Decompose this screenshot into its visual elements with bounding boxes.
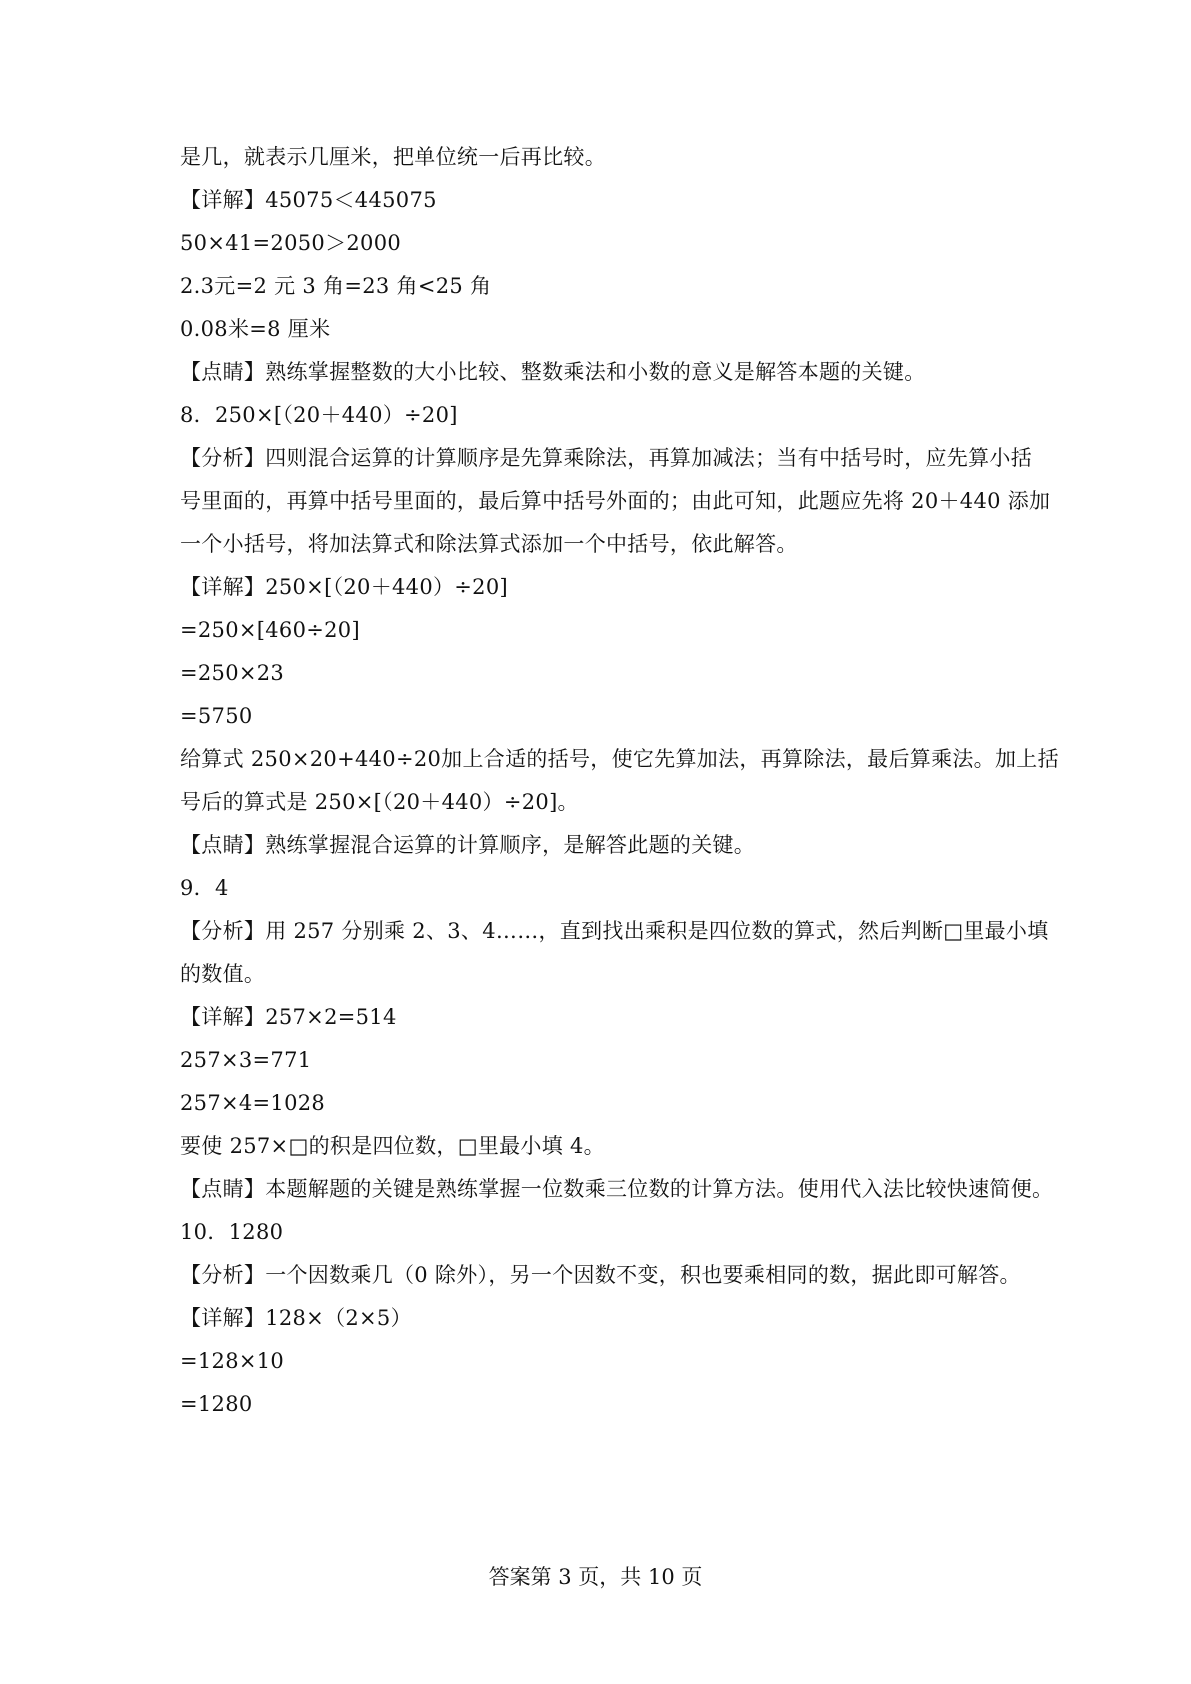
text-line: =250×23 — [180, 661, 285, 685]
text-line: 号里面的，再算中括号里面的，最后算中括号外面的；由此可知，此题应先将 20＋440 添加 — [180, 489, 1051, 513]
text-line: 257×3=771 — [180, 1048, 312, 1072]
text-line: 的数值。 — [180, 962, 266, 986]
text-line: 号后的算式是 250×[（20＋440）÷20]。 — [180, 790, 579, 814]
text-line: 【详解】45075＜445075 — [180, 188, 437, 212]
text-line: 一个小括号，将加法算式和除法算式添加一个中括号，依此解答。 — [180, 532, 798, 556]
text-line: 257×4=1028 — [180, 1091, 326, 1115]
text-line: 50×41=2050＞2000 — [180, 231, 402, 255]
text-line: 【点睛】本题解题的关键是熟练掌握一位数乘三位数的计算方法。使用代入法比较快速简便。 — [180, 1177, 1054, 1201]
text-line: =250×[460÷20] — [180, 618, 360, 642]
text-line: 是几，就表示几厘米，把单位统一后再比较。 — [180, 145, 606, 169]
question-answer: 9．4 — [180, 876, 229, 900]
text-line: 【分析】一个因数乘几（0 除外），另一个因数不变，积也要乘相同的数，据此即可解答。 — [180, 1263, 1021, 1287]
text-line: 【点睛】熟练掌握混合运算的计算顺序，是解答此题的关键。 — [180, 833, 756, 857]
text-line: 2.3元=2 元 3 角=23 角<25 角 — [180, 274, 492, 298]
text-line: 【点睛】熟练掌握整数的大小比较、整数乘法和小数的意义是解答本题的关键。 — [180, 360, 926, 384]
text-line: 【分析】四则混合运算的计算顺序是先算乘除法，再算加减法；当有中括号时，应先算小括 — [180, 446, 1032, 470]
page-footer: 答案第 3 页，共 10 页 — [488, 1565, 703, 1589]
text-line: 【详解】257×2=514 — [180, 1005, 397, 1029]
text-line: 给算式 250×20+440÷20加上合适的括号，使它先算加法，再算除法，最后算乘法。加上括 — [180, 747, 1059, 771]
text-line: =1280 — [180, 1392, 253, 1416]
text-line: 【详解】250×[（20＋440）÷20] — [180, 575, 508, 599]
question-answer: 10．1280 — [180, 1220, 284, 1244]
question-answer: 8．250×[（20＋440）÷20] — [180, 403, 458, 427]
text-line: 要使 257×□的积是四位数，□里最小填 4。 — [180, 1134, 605, 1158]
text-line: 【详解】128×（2×5） — [180, 1306, 412, 1330]
text-line: 【分析】用 257 分别乘 2、3、4……，直到找出乘积是四位数的算式，然后判断□里最小填 — [180, 919, 1049, 943]
text-line: =128×10 — [180, 1349, 285, 1373]
text-line: 0.08米=8 厘米 — [180, 317, 331, 341]
text-line: =5750 — [180, 704, 253, 728]
